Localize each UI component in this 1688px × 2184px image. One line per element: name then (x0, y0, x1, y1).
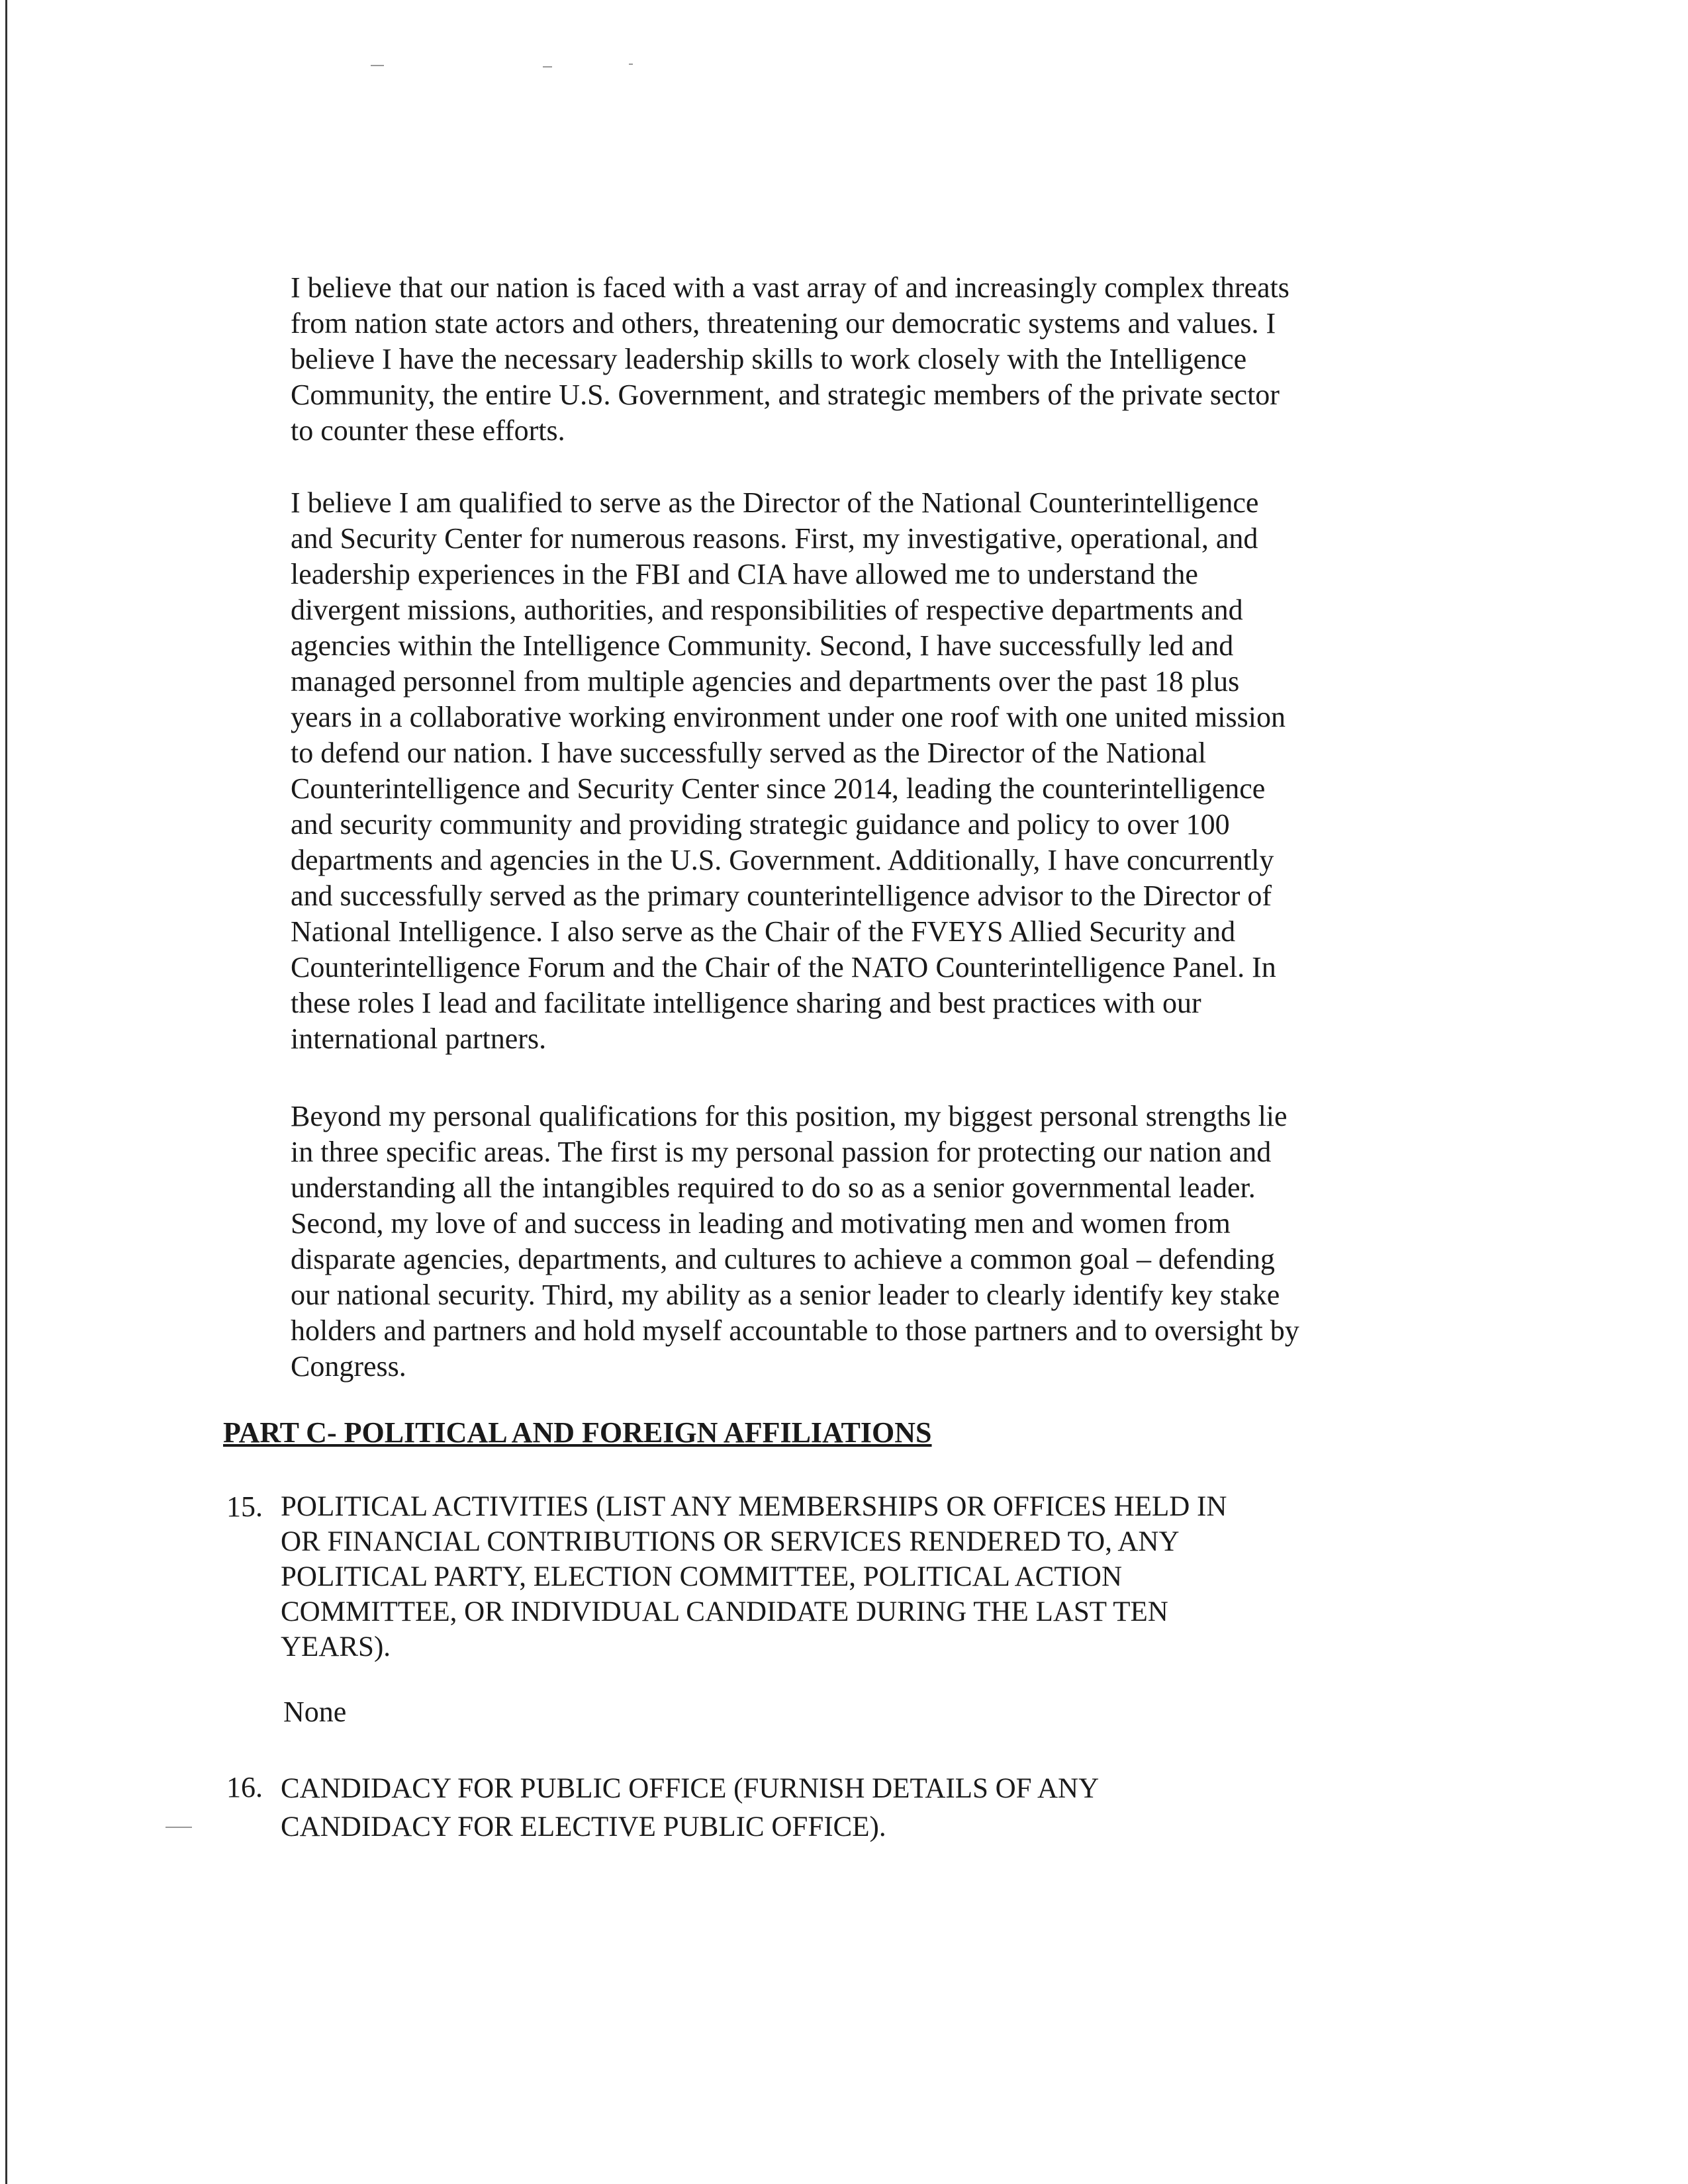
section-heading: PART C- POLITICAL AND FOREIGN AFFILIATIONS (223, 1416, 932, 1449)
paragraph-strengths: Beyond my personal qualifications for this position, my biggest personal strengths lie in three specific areas. The first is my personal passion for protecting our nation and understanding all the intangibles required to do so as a senior governmental leader. Second, my love of and success in leading and motivating men and women from disparate agencies, departments, and cultures to achieve a common goal – defending our national security. Third, my ability as a senior leader to clearly identify key stake holders and partners and hold myself accountable to those partners and to oversight by Congress. (291, 1100, 1299, 1383)
item-number: 15. (226, 1490, 263, 1523)
scan-speck (543, 66, 552, 68)
page-left-border (5, 0, 7, 2184)
paragraph-qualifications: I believe I am qualified to serve as the Director of the National Counterintelligence and Security Center for numerous reasons. First, my investigative, operational, and leadership experiences in the FBI and CIA have allowed me to understand the divergent missions, authorities, and responsibilities of respective departments and agencies within the Intelligence Community. Second, I have successfully led and managed personnel from multiple agencies and departments over the past 18 plus years in a collaborative working environment under one roof with one united mission to defend our nation. I have successfully served as the Director of the National Counterintelligence and Security Center since 2014, leading the counterintelligence and security community and providing strategic guidance and policy to over 100 departments and agencies in the U.S. Government. Additionally, I have concurrently and successfully served as the primary counterintelligence advisor to the Director of National Intelligence. I also serve as the Chair of the FVEYS Allied Security and Counterintelligence Forum and the Chair of the NATO Counterintelligence Panel. In these roles I lead and facilitate intelligence sharing and best practices with our international partners. (291, 486, 1286, 1055)
item-number: 16. (226, 1771, 263, 1803)
item-answer: None (283, 1696, 347, 1728)
item-candidacy: CANDIDACY FOR PUBLIC OFFICE (FURNISH DETAILS OF ANY CANDIDACY FOR ELECTIVE PUBLIC OFFICE). (281, 1773, 1100, 1843)
paragraph-threats: I believe that our nation is faced with a vast array of and increasingly complex threats from nation state actors and others, threatening our democratic systems and values. I believe I have the necessary leadership skills to work closely with the Intelligence Community, the entire U.S. Government, and strategic members of the private sector to counter these efforts. (291, 271, 1289, 447)
scan-speck (165, 1827, 192, 1828)
item-political-activities: POLITICAL ACTIVITIES (LIST ANY MEMBERSHIPS OR OFFICES HELD IN OR FINANCIAL CONTRIBUTIONS OR SERVICES RENDERED TO, ANY POLITICAL PARTY, ELECTION COMMITTEE, POLITICAL ACTION COMMITTEE, OR INDIVIDUAL CANDIDATE DURING THE LAST TEN YEARS). (281, 1491, 1227, 1662)
scan-speck (371, 65, 384, 66)
scan-speck (629, 64, 633, 65)
